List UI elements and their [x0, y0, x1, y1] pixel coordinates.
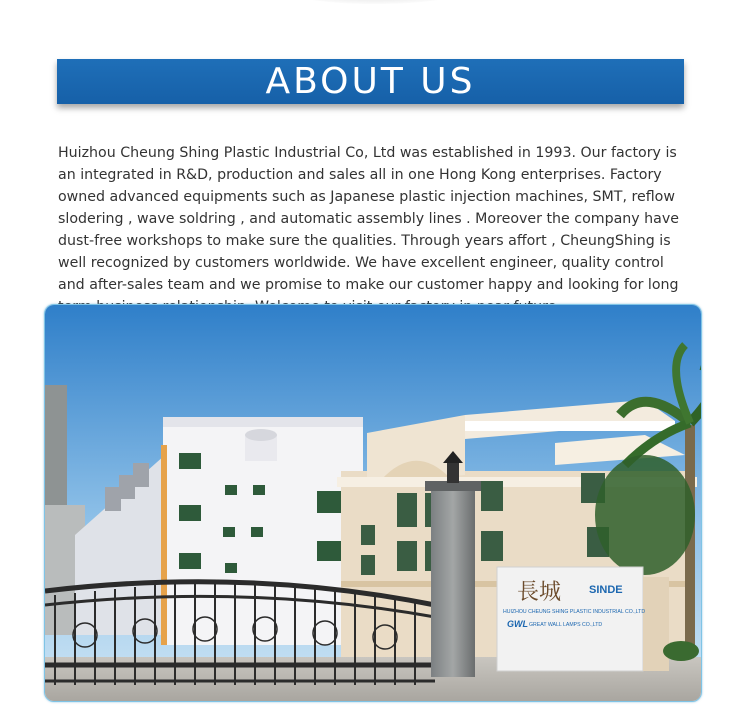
about-us-banner [57, 59, 684, 104]
sign-brand-name: SINDE [589, 584, 623, 596]
sign-company2-name: GREAT WALL LAMPS CO.,LTD [529, 622, 603, 628]
sign-brand2-name: GWL [507, 619, 528, 629]
stone-gate-pillar [425, 451, 481, 677]
shrub [663, 641, 699, 661]
factory-photo-illustration [45, 305, 701, 701]
company-intro-paragraph: Huizhou Cheung Shing Plastic Industrial Co, Ltd was established in 1993. Our factory is an integrated in R&D, production and sales all in one Hong Kong enterprises. Factory owned advanced equipments such as Japanese plastic injection machines, SMT, reflow slodering , wave soldring , and automatic assembly lines . Moreover the company have dust-free workshops to make sure the qualities. Through years affort , CheungShing is well recognized by customers worldwide. We have excellent engineer, quality control and after-sales team and we promise to make our customer happy and looking for long [58, 145, 679, 293]
sign-chinese-name: 長城 [517, 579, 562, 604]
sign-company-name: HUIZHOU CHEUNG SHING PLASTIC INDUSTRIAL CO.,LTD [503, 609, 646, 615]
company-sign-wall [497, 567, 669, 671]
page-title: ABOUT US [265, 61, 476, 102]
factory-photo [44, 304, 702, 702]
top-decorative-arc [265, 0, 485, 4]
